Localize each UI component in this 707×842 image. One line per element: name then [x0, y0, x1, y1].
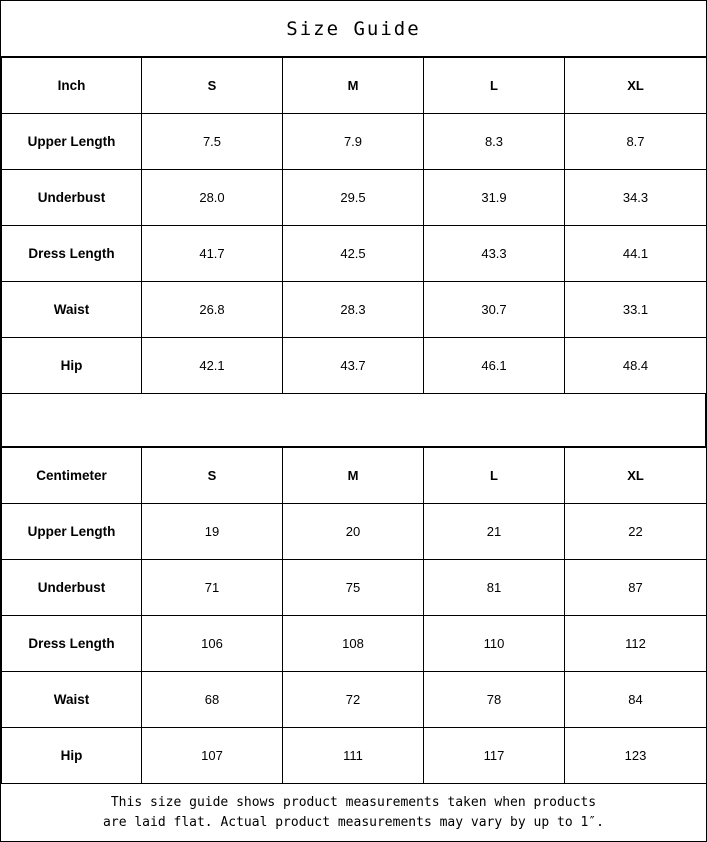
column-header-m: M — [283, 448, 424, 504]
cell-dress-length-m: 42.5 — [283, 226, 424, 282]
cell-waist-m: 72 — [283, 672, 424, 728]
table-row — [2, 114, 707, 170]
unit-label-centimeter: Centimeter — [2, 448, 142, 504]
row-label-upper-length: Upper Length — [2, 114, 142, 170]
table-row — [2, 560, 707, 616]
row-label-underbust: Underbust — [2, 170, 142, 226]
cell-dress-length-m: 108 — [283, 616, 424, 672]
cell-hip-xl: 123 — [565, 728, 707, 784]
cell-waist-l: 78 — [424, 672, 565, 728]
cell-underbust-s: 28.0 — [142, 170, 283, 226]
table-row — [2, 616, 707, 672]
cell-upper-length-xl: 22 — [565, 504, 707, 560]
cell-hip-m: 43.7 — [283, 338, 424, 394]
cell-waist-s: 68 — [142, 672, 283, 728]
unit-label-inch: Inch — [2, 58, 142, 114]
cell-upper-length-s: 19 — [142, 504, 283, 560]
table-separator — [1, 394, 706, 447]
row-label-hip: Hip — [2, 338, 142, 394]
row-label-underbust: Underbust — [2, 560, 142, 616]
cell-upper-length-l: 8.3 — [424, 114, 565, 170]
column-header-xl: XL — [565, 448, 707, 504]
cell-dress-length-s: 106 — [142, 616, 283, 672]
cell-underbust-l: 81 — [424, 560, 565, 616]
cell-underbust-xl: 87 — [565, 560, 707, 616]
cell-underbust-xl: 34.3 — [565, 170, 707, 226]
cell-waist-l: 30.7 — [424, 282, 565, 338]
column-header-m: M — [283, 58, 424, 114]
inch-size-table — [1, 57, 707, 394]
row-label-waist: Waist — [2, 672, 142, 728]
cell-underbust-s: 71 — [142, 560, 283, 616]
cell-waist-xl: 33.1 — [565, 282, 707, 338]
table-row — [2, 226, 707, 282]
row-label-dress-length: Dress Length — [2, 616, 142, 672]
row-label-upper-length: Upper Length — [2, 504, 142, 560]
cell-hip-m: 111 — [283, 728, 424, 784]
table-row — [2, 672, 707, 728]
table-row — [2, 728, 707, 784]
cell-dress-length-xl: 112 — [565, 616, 707, 672]
cell-hip-l: 46.1 — [424, 338, 565, 394]
cell-hip-s: 107 — [142, 728, 283, 784]
row-label-dress-length: Dress Length — [2, 226, 142, 282]
table-row — [2, 338, 707, 394]
table-row — [2, 504, 707, 560]
cell-upper-length-m: 7.9 — [283, 114, 424, 170]
cell-dress-length-xl: 44.1 — [565, 226, 707, 282]
cell-waist-m: 28.3 — [283, 282, 424, 338]
cell-dress-length-l: 110 — [424, 616, 565, 672]
column-header-l: L — [424, 58, 565, 114]
cell-upper-length-m: 20 — [283, 504, 424, 560]
cell-upper-length-s: 7.5 — [142, 114, 283, 170]
row-label-waist: Waist — [2, 282, 142, 338]
table-header-row — [2, 58, 707, 114]
cell-upper-length-l: 21 — [424, 504, 565, 560]
cell-dress-length-l: 43.3 — [424, 226, 565, 282]
cell-hip-s: 42.1 — [142, 338, 283, 394]
row-label-hip: Hip — [2, 728, 142, 784]
page-title: Size Guide — [1, 1, 706, 57]
cell-dress-length-s: 41.7 — [142, 226, 283, 282]
table-row — [2, 282, 707, 338]
column-header-s: S — [142, 58, 283, 114]
cell-hip-xl: 48.4 — [565, 338, 707, 394]
centimeter-size-table — [1, 447, 707, 784]
footer-note-line-1: This size guide shows product measurements taken when products — [110, 794, 597, 810]
column-header-s: S — [142, 448, 283, 504]
cell-underbust-m: 75 — [283, 560, 424, 616]
column-header-l: L — [424, 448, 565, 504]
cell-hip-l: 117 — [424, 728, 565, 784]
cell-waist-xl: 84 — [565, 672, 707, 728]
cell-upper-length-xl: 8.7 — [565, 114, 707, 170]
table-header-row — [2, 448, 707, 504]
table-row — [2, 170, 707, 226]
footer-note-line-2: are laid flat. Actual product measurements may vary by up to 1″. — [103, 814, 604, 830]
cell-underbust-l: 31.9 — [424, 170, 565, 226]
cell-waist-s: 26.8 — [142, 282, 283, 338]
footer-note — [1, 784, 706, 841]
cell-underbust-m: 29.5 — [283, 170, 424, 226]
column-header-xl: XL — [565, 58, 707, 114]
